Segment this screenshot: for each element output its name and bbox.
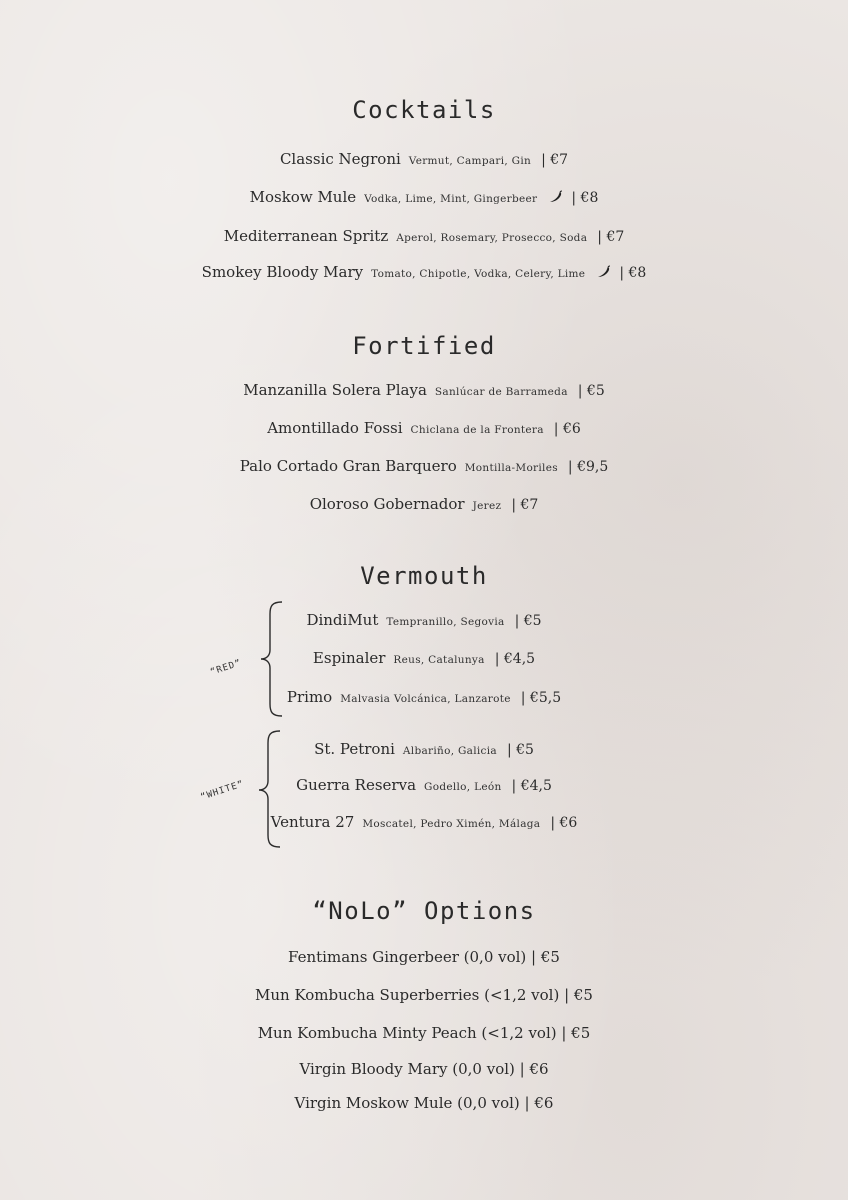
item-price: | €5 — [577, 383, 605, 399]
item-price: | €8 — [619, 265, 647, 281]
item-description: Aperol, Rosemary, Prosecco, Soda — [396, 232, 588, 244]
menu-item — [0, 226, 848, 248]
menu-item — [0, 187, 848, 209]
menu-item: Virgin Moskow Mule (0,0 vol) | €6 — [294, 1094, 554, 1112]
item-description: Malvasia Volcánica, Lanzarote — [340, 693, 511, 705]
item-price: | €4,5 — [494, 651, 536, 667]
item-description: Albariño, Galicia — [402, 745, 497, 757]
menu-item — [0, 687, 848, 709]
item-description: Tempranillo, Segovia — [386, 616, 505, 628]
menu-item — [0, 380, 848, 402]
item-description: Chiclana de la Frontera — [410, 424, 544, 436]
item-price: | €4,5 — [511, 778, 552, 794]
menu-item: Mun Kombucha Superberries (<1,2 vol) | €5 — [255, 986, 593, 1004]
menu-item — [0, 739, 848, 761]
nolo-heading: “NoLo” Options — [312, 897, 536, 925]
item-name: Oloroso Gobernador — [309, 495, 465, 513]
item-name: Manzanilla Solera Playa — [243, 381, 427, 399]
item-name: Guerra Reserva — [296, 776, 417, 794]
item-price: | €6 — [553, 421, 581, 437]
item-name: Amontillado Fossi — [267, 419, 403, 437]
item-price: | €7 — [541, 152, 569, 168]
item-name: Palo Cortado Gran Barquero — [239, 457, 457, 475]
menu-item — [0, 610, 848, 632]
chili-pepper-icon — [595, 265, 611, 279]
item-description: Jerez — [472, 500, 502, 512]
menu-item — [0, 648, 848, 670]
menu-item: Mun Kombucha Minty Peach (<1,2 vol) | €5 — [257, 1024, 591, 1042]
item-price: | €5,5 — [520, 690, 562, 706]
menu-item: Fentimans Gingerbeer (0,0 vol) | €5 — [288, 948, 560, 966]
item-name: St. Petroni — [314, 740, 395, 758]
item-name: Moskow Mule — [249, 188, 357, 206]
item-description: Sanlúcar de Barrameda — [434, 386, 568, 398]
item-description: Vodka, Lime, Mint, Gingerbeer — [364, 193, 538, 205]
vermouth-heading: Vermouth — [360, 562, 488, 590]
menu-item — [0, 456, 848, 478]
item-name: Smokey Bloody Mary — [201, 263, 364, 281]
item-name: Classic Negroni — [279, 150, 401, 168]
item-price: | €7 — [511, 497, 539, 513]
item-name: DindiMut — [306, 611, 379, 629]
item-name: Primo — [286, 688, 333, 706]
cocktails-heading: Cocktails — [352, 96, 496, 124]
item-description: Reus, Catalunya — [393, 654, 485, 666]
white-label: “WHITE” — [199, 779, 246, 803]
red-label: “RED” — [209, 658, 243, 678]
item-price: | €7 — [597, 229, 625, 245]
item-description: Moscatel, Pedro Ximén, Málaga — [362, 818, 541, 830]
menu-item: Virgin Bloody Mary (0,0 vol) | €6 — [299, 1060, 549, 1078]
menu-item — [0, 494, 848, 516]
chili-pepper-icon — [547, 190, 563, 204]
menu-item — [0, 812, 848, 834]
item-description: Tomato, Chipotle, Vodka, Celery, Lime — [371, 268, 586, 280]
item-description: Godello, León — [424, 781, 502, 793]
item-description: Montilla-Moriles — [464, 462, 558, 474]
item-name: Espinaler — [312, 649, 386, 667]
menu-item — [0, 775, 848, 797]
menu-item — [0, 262, 848, 284]
fortified-heading: Fortified — [352, 332, 496, 360]
item-price: | €5 — [506, 742, 534, 758]
item-name: Ventura 27 — [270, 813, 355, 831]
item-description: Vermut, Campari, Gin — [408, 155, 532, 167]
item-price: | €9,5 — [567, 459, 609, 475]
menu-item — [0, 149, 848, 171]
item-price: | €8 — [571, 190, 599, 206]
item-price: | €6 — [550, 815, 578, 831]
item-name: Mediterranean Spritz — [223, 227, 389, 245]
item-price: | €5 — [514, 613, 542, 629]
menu-item — [0, 418, 848, 440]
